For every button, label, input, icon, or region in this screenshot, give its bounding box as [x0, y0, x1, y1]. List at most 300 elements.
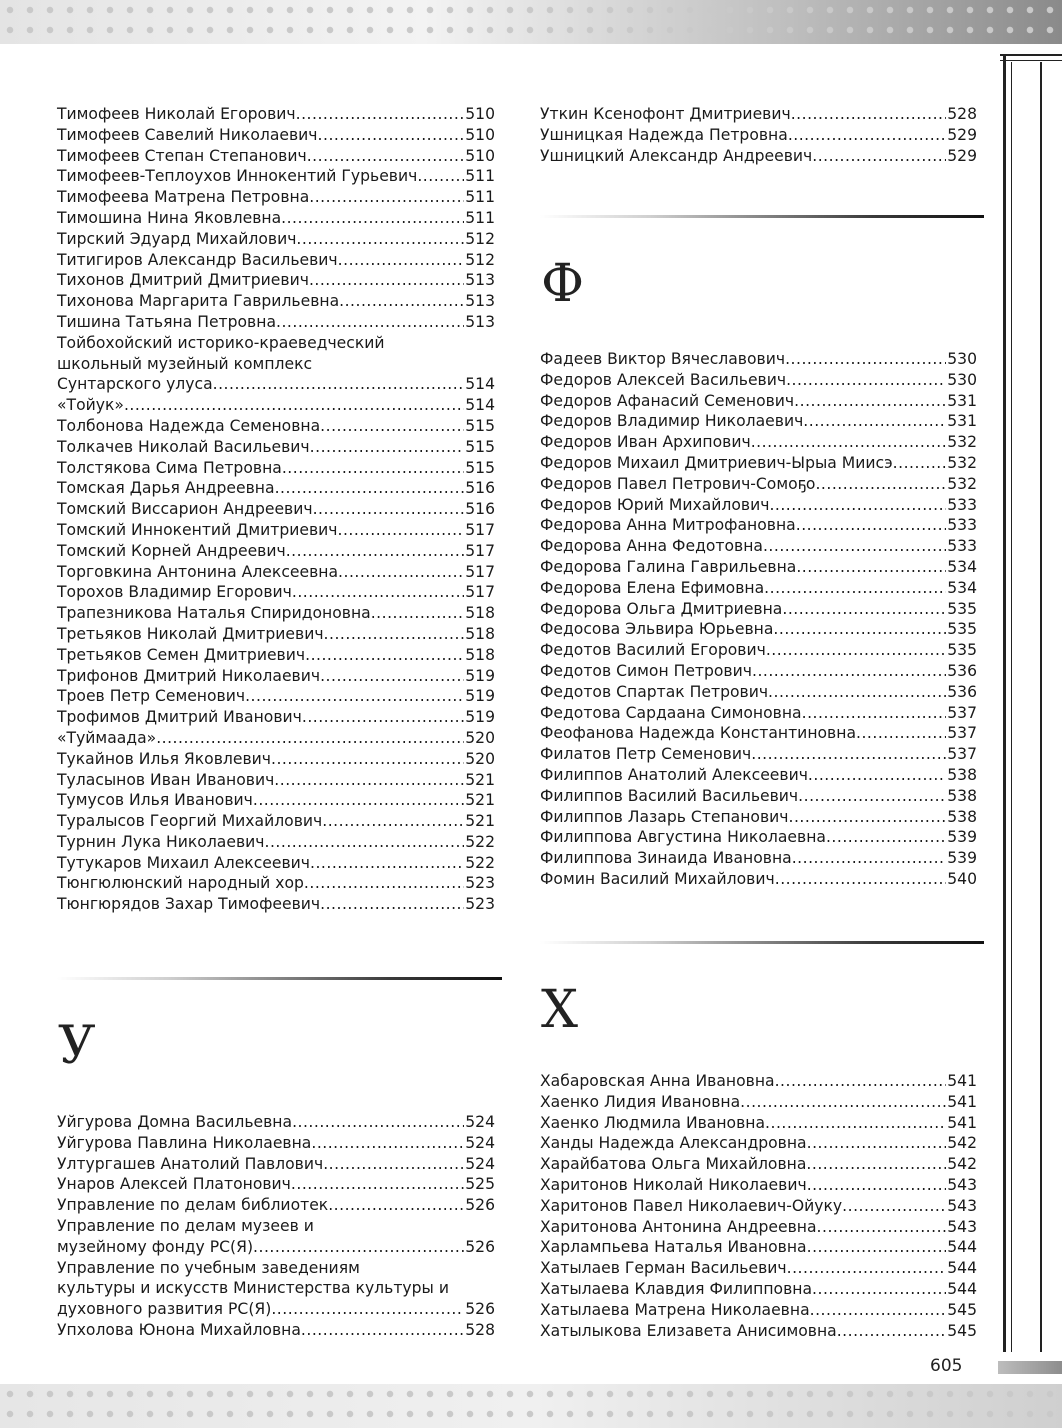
index-entry	[540, 349, 977, 370]
entry-name: Ханды Надежда Александровна	[540, 1134, 807, 1153]
entry-page: 520	[465, 728, 495, 747]
entry-name: Хатылаева Матрена Николаевна	[540, 1300, 810, 1319]
frame-line-vertical-3	[1040, 62, 1042, 1352]
entry-page: 510	[465, 125, 495, 144]
entry-name: Торговкина Антонина Алексеевна	[57, 562, 339, 581]
entry-name: Федорова Анна Федотовна	[540, 537, 763, 556]
index-entry	[57, 1237, 495, 1258]
index-entry	[540, 432, 977, 453]
entry-name: Хатылыкова Елизавета Анисимовна	[540, 1321, 837, 1340]
entry-page: 521	[465, 812, 495, 831]
entry-page: 530	[947, 350, 977, 368]
leader-dots	[307, 146, 465, 167]
index-entry	[540, 536, 977, 557]
entry-name: Филиппов Василий Васильевич	[540, 786, 799, 805]
index-column-u	[57, 1112, 495, 1341]
entry-name: Туласынов Иван Иванович	[57, 770, 275, 789]
entry-name: Ултургашев Анатолий Павлович	[57, 1154, 324, 1173]
entry-name: Толкачев Николай Васильевич	[57, 437, 310, 456]
leader-dots	[775, 1071, 947, 1092]
entry-name: Трапезникова Наталья Спиридоновна	[57, 604, 371, 623]
index-entry	[57, 250, 495, 271]
entry-name: Хабаровская Анна Ивановна	[540, 1072, 775, 1090]
index-entry	[57, 1195, 495, 1216]
index-column-h	[540, 1071, 977, 1341]
entry-name: Хатылаев Герман Васильевич	[540, 1259, 787, 1278]
leader-dots	[798, 786, 946, 807]
index-entry	[57, 832, 495, 853]
leader-dots	[309, 187, 464, 208]
leader-dots	[328, 1195, 464, 1216]
index-entry	[540, 515, 977, 536]
leader-dots	[281, 208, 464, 229]
index-entry	[57, 666, 495, 687]
leader-dots	[817, 1217, 947, 1238]
leader-dots	[305, 645, 464, 666]
entry-text: Управление по делам музеев и	[57, 1216, 314, 1235]
entry-name: Федоров Афанасий Семенович	[540, 391, 795, 410]
entry-page: 513	[465, 312, 495, 331]
index-column-right-top	[540, 104, 977, 166]
leader-dots	[808, 765, 946, 786]
entry-page: 522	[465, 832, 495, 851]
index-entry	[540, 1217, 977, 1238]
leader-dots	[812, 1279, 946, 1300]
leader-dots	[320, 666, 464, 687]
index-entry	[540, 495, 977, 516]
entry-name: Тимофеев Савелий Николаевич	[57, 125, 318, 144]
index-entry	[57, 374, 495, 395]
index-entry	[57, 1299, 495, 1320]
entry-page: 544	[947, 1279, 977, 1298]
entry-page: 528	[465, 1320, 495, 1339]
bottom-ornament-band	[0, 1384, 1062, 1428]
entry-name: Тюнгюлюнский народный хор	[57, 874, 304, 893]
entry-name: Федорова Анна Митрофановна	[540, 516, 796, 535]
leader-dots	[274, 770, 464, 791]
entry-name: Федорова Елена Ефимовна	[540, 578, 765, 597]
index-entry	[57, 811, 495, 832]
index-entry	[540, 807, 977, 828]
entry-text: Управление по учебным заведениям	[57, 1258, 360, 1277]
leader-dots	[826, 827, 946, 848]
entry-name: Уйгурова Домна Васильевна	[57, 1113, 293, 1131]
entry-name: Туралысов Георгий Михайлович	[57, 812, 323, 831]
entry-page: 541	[947, 1092, 977, 1111]
entry-page: 518	[465, 624, 495, 643]
index-entry	[540, 723, 977, 744]
entry-name: Федотов Спартак Петрович	[540, 682, 769, 701]
leader-dots	[304, 873, 464, 894]
entry-page: 524	[465, 1154, 495, 1173]
entry-page: 526	[465, 1196, 495, 1215]
index-entry	[57, 187, 495, 208]
index-entry	[57, 416, 495, 437]
index-entry	[540, 765, 977, 786]
entry-page: 537	[947, 703, 977, 722]
leader-dots	[764, 578, 946, 599]
index-entry	[540, 1321, 977, 1342]
entry-name: Харитонов Николай Николаевич	[540, 1175, 807, 1194]
index-entry-multiline	[57, 333, 495, 395]
index-entry	[57, 1174, 495, 1195]
index-entry	[540, 578, 977, 599]
leader-dots	[265, 832, 465, 853]
leader-dots	[807, 1237, 947, 1258]
entry-page: 518	[465, 645, 495, 664]
entry-name: Уткин Ксенофонт Дмитриевич	[540, 105, 791, 123]
entry-page: 521	[465, 770, 495, 789]
index-entry	[540, 391, 977, 412]
index-entry	[57, 1133, 495, 1154]
leader-dots	[323, 1154, 464, 1175]
entry-name: Тумусов Илья Иванович	[57, 791, 253, 810]
leader-dots	[292, 582, 464, 603]
leader-dots	[807, 1175, 947, 1196]
entry-name: Трифонов Дмитрий Николаевич	[57, 666, 321, 685]
index-entry	[57, 686, 495, 707]
index-entry	[57, 645, 495, 666]
entry-name: Тихонов Дмитрий Дмитриевич	[57, 271, 309, 290]
leader-dots	[253, 790, 464, 811]
leader-dots	[765, 1113, 946, 1134]
leader-dots	[775, 869, 947, 890]
entry-page: 532	[947, 474, 977, 493]
entry-name: духовного развития РС(Я)	[57, 1300, 272, 1319]
entry-page: 528	[947, 105, 977, 123]
leader-dots	[751, 744, 946, 765]
entry-page: 525	[465, 1175, 495, 1194]
entry-name: Федоров Владимир Николаевич	[540, 412, 804, 431]
entry-page: 523	[465, 874, 495, 893]
entry-name: Филиппов Лазарь Степанович	[540, 807, 789, 826]
entry-text: школьный музейный комплекс	[57, 354, 313, 373]
leader-dots	[787, 1258, 947, 1279]
index-entry	[57, 749, 495, 770]
index-entry	[57, 603, 495, 624]
entry-page: 524	[465, 1133, 495, 1152]
entry-page: 535	[947, 641, 977, 660]
leader-dots	[291, 1174, 464, 1195]
section-letter-h: Х	[541, 980, 579, 1040]
leader-dots	[807, 1133, 947, 1154]
entry-name: Унаров Алексей Платонович	[57, 1175, 291, 1194]
entry-name: Томский Корней Андреевич	[57, 541, 286, 560]
index-entry	[540, 1279, 977, 1300]
index-entry	[57, 146, 495, 167]
entry-page: 535	[947, 620, 977, 639]
leader-dots	[802, 703, 947, 724]
leader-dots	[893, 453, 947, 474]
frame-line-vertical-2	[1011, 62, 1012, 1352]
entry-name: Фомин Василий Михайлович	[540, 869, 775, 888]
leader-dots	[766, 640, 946, 661]
index-entry	[540, 599, 977, 620]
page-number: 605	[930, 1356, 963, 1376]
entry-page: 536	[947, 682, 977, 701]
entry-page: 529	[947, 146, 977, 165]
entry-page: 510	[465, 105, 495, 123]
entry-name: Филиппова Зинаида Ивановна	[540, 849, 792, 868]
leader-dots	[815, 474, 946, 495]
index-column-f	[540, 349, 977, 890]
entry-name: «Тойук»	[57, 396, 124, 415]
index-entry	[57, 853, 495, 874]
leader-dots	[837, 1321, 947, 1342]
entry-page: 544	[947, 1238, 977, 1257]
leader-dots	[286, 541, 465, 562]
index-entry	[57, 1112, 495, 1133]
leader-dots	[796, 515, 947, 536]
leader-dots	[792, 848, 947, 869]
index-entry	[540, 411, 977, 432]
entry-page: 545	[947, 1321, 977, 1340]
leader-dots	[322, 811, 464, 832]
leader-dots	[785, 349, 946, 370]
leader-dots	[796, 557, 946, 578]
section-rule-f	[540, 215, 984, 218]
entry-page: 516	[465, 500, 495, 519]
index-column-left	[57, 104, 495, 915]
entry-page: 531	[947, 412, 977, 431]
index-entry	[57, 125, 495, 146]
index-entry	[540, 1113, 977, 1134]
entry-name: Тирский Эдуард Михайлович	[57, 229, 297, 248]
entry-name: Толбонова Надежда Семеновна	[57, 416, 321, 435]
index-entry	[540, 557, 977, 578]
index-entry	[540, 146, 977, 167]
index-entry	[57, 520, 495, 541]
leader-dots	[786, 370, 946, 391]
index-entry	[540, 703, 977, 724]
index-entry	[540, 827, 977, 848]
entry-page: 524	[465, 1113, 495, 1131]
entry-page: 538	[947, 765, 977, 784]
leader-dots	[752, 661, 946, 682]
entry-name: Тутукаров Михаил Алексеевич	[57, 853, 311, 872]
entry-page: 519	[465, 666, 495, 685]
index-entry	[540, 744, 977, 765]
leader-dots	[296, 229, 464, 250]
entry-name: «Туймаада»	[57, 728, 157, 747]
entry-page: 532	[947, 453, 977, 472]
leader-dots	[768, 682, 946, 703]
section-rule-u	[57, 977, 502, 980]
index-entry	[57, 291, 495, 312]
leader-dots	[794, 391, 946, 412]
entry-page: 538	[947, 807, 977, 826]
entry-page: 515	[465, 458, 495, 477]
index-entry	[57, 582, 495, 603]
entry-name: Ушницкий Александр Андреевич	[540, 146, 813, 165]
entry-page: 514	[465, 375, 495, 394]
entry-name: Федосова Эльвира Юрьевна	[540, 620, 774, 639]
entry-name: Тимошина Нина Яковлевна	[57, 208, 282, 227]
leader-dots	[856, 723, 946, 744]
entry-name: Томский Виссарион Андреевич	[57, 500, 313, 519]
entry-name: Федоров Юрий Михайлович	[540, 495, 770, 514]
entry-name: Харлампьева Наталья Ивановна	[540, 1238, 807, 1257]
entry-page: 515	[465, 416, 495, 435]
index-entry	[540, 1133, 977, 1154]
entry-page: 542	[947, 1155, 977, 1174]
entry-name: Хаенко Людмила Ивановна	[540, 1113, 766, 1132]
entry-page: 545	[947, 1300, 977, 1319]
entry-page: 517	[465, 520, 495, 539]
entry-text: культуры и искусств Министерства культуры и	[57, 1279, 449, 1298]
entry-page: 512	[465, 229, 495, 248]
index-entry	[540, 1196, 977, 1217]
leader-dots	[417, 166, 464, 187]
index-entry	[57, 229, 495, 250]
leader-dots	[156, 728, 464, 749]
entry-name: Федоров Павел Петрович-Сомоҕо	[540, 474, 816, 493]
entry-page: 510	[465, 146, 495, 165]
entry-name: Третьяков Николай Дмитриевич	[57, 624, 324, 643]
entry-name: Турнин Лука Николаевич	[57, 832, 265, 851]
entry-page: 535	[947, 599, 977, 618]
entry-name: Упхолова Юнона Михайловна	[57, 1320, 301, 1339]
entry-name: Трофимов Дмитрий Иванович	[57, 708, 302, 727]
entry-name: Уйгурова Павлина Николаевна	[57, 1133, 312, 1152]
leader-dots	[791, 104, 947, 125]
index-entry	[540, 125, 977, 146]
entry-page: 526	[465, 1300, 495, 1319]
entry-name: Харитонов Павел Николаевич-Ойуку	[540, 1196, 843, 1215]
entry-page: 517	[465, 583, 495, 602]
index-entry	[57, 707, 495, 728]
entry-page: 519	[465, 687, 495, 706]
entry-name: Харитонова Антонина Андреевна	[540, 1217, 817, 1236]
entry-name: Тимофеев Николай Егорович	[57, 105, 296, 123]
index-entry	[57, 1320, 495, 1341]
leader-dots	[338, 520, 465, 541]
leader-dots	[740, 1092, 946, 1113]
leader-dots	[751, 432, 947, 453]
entry-page: 537	[947, 724, 977, 743]
entry-name: Филатов Петр Семенович	[540, 745, 752, 764]
leader-dots	[339, 291, 464, 312]
entry-name: музейному фонду РС(Я)	[57, 1237, 254, 1256]
leader-dots	[842, 1196, 946, 1217]
index-entry	[57, 873, 495, 894]
index-entry	[540, 1154, 977, 1175]
entry-name: Троев Петр Семенович	[57, 687, 246, 706]
entry-name: Толстякова Сима Петровна	[57, 458, 282, 477]
entry-page: 543	[947, 1175, 977, 1194]
leader-dots	[371, 603, 465, 624]
entry-page: 543	[947, 1217, 977, 1236]
entry-page: 539	[947, 828, 977, 847]
index-entry	[57, 499, 495, 520]
leader-dots	[301, 1320, 464, 1341]
leader-dots	[810, 1300, 947, 1321]
entry-page: 541	[947, 1113, 977, 1132]
index-entry	[57, 208, 495, 229]
leader-dots	[812, 146, 946, 167]
leader-dots	[803, 411, 946, 432]
index-entry	[57, 458, 495, 479]
entry-name: Тюнгюрядов Захар Тимофеевич	[57, 895, 321, 914]
leader-dots	[320, 894, 464, 915]
leader-dots	[773, 619, 946, 640]
leader-dots	[806, 1154, 946, 1175]
entry-name: Торохов Владимир Егорович	[57, 583, 292, 602]
leader-dots	[310, 853, 464, 874]
entry-page: 520	[465, 749, 495, 768]
page-number-bar	[998, 1361, 1062, 1374]
leader-dots	[309, 270, 464, 291]
index-entry	[57, 770, 495, 791]
index-entry	[540, 1258, 977, 1279]
index-entry	[540, 661, 977, 682]
entry-name: Хаенко Лидия Ивановна	[540, 1092, 741, 1111]
entry-page: 517	[465, 562, 495, 581]
entry-name: Федоров Михаил Дмитриевич-Ырыа Миисэ	[540, 453, 893, 472]
leader-dots	[311, 1133, 464, 1154]
leader-dots	[769, 495, 946, 516]
entry-text: Тойбохойский историко-краеведческий	[57, 333, 385, 352]
index-entry	[57, 104, 495, 125]
entry-page: 537	[947, 745, 977, 764]
entry-name: Тимофеев Степан Степанович	[57, 146, 307, 165]
entry-page: 530	[947, 370, 977, 389]
entry-page: 523	[465, 895, 495, 914]
entry-name: Тимофеев-Теплоухов Иннокентий Гурьевич	[57, 167, 418, 186]
index-entry	[57, 1154, 495, 1175]
frame-line-top	[1000, 54, 1062, 56]
leader-dots	[324, 624, 465, 645]
entry-page: 511	[465, 208, 495, 227]
entry-page: 532	[947, 433, 977, 452]
frame-line-top-2	[1000, 60, 1062, 61]
leader-dots	[213, 374, 465, 395]
entry-page: 543	[947, 1196, 977, 1215]
leader-dots	[313, 499, 465, 520]
entry-page: 539	[947, 849, 977, 868]
leader-dots	[296, 104, 465, 125]
entry-page: 544	[947, 1259, 977, 1278]
entry-page: 540	[947, 869, 977, 888]
index-entry	[540, 1175, 977, 1196]
entry-page: 533	[947, 516, 977, 535]
entry-name: Тукайнов Илья Яковлевич	[57, 749, 271, 768]
index-entry	[540, 682, 977, 703]
entry-page: 511	[465, 188, 495, 207]
leader-dots	[276, 312, 464, 333]
leader-dots	[253, 1237, 464, 1258]
entry-page: 521	[465, 791, 495, 810]
entry-name: Харайбатова Ольга Михайловна	[540, 1155, 807, 1174]
entry-page: 533	[947, 495, 977, 514]
index-entry	[57, 894, 495, 915]
index-entry	[57, 270, 495, 291]
index-entry	[540, 1071, 977, 1092]
entry-page: 513	[465, 271, 495, 290]
index-entry	[57, 312, 495, 333]
index-entry	[540, 1300, 977, 1321]
entry-name: Федотов Симон Петрович	[540, 661, 752, 680]
entry-page: 517	[465, 541, 495, 560]
leader-dots	[124, 395, 464, 416]
entry-name: Федотова Сардаана Симоновна	[540, 703, 802, 722]
entry-name: Федорова Галина Гаврильевна	[540, 557, 797, 576]
index-entry	[540, 474, 977, 495]
entry-page: 536	[947, 661, 977, 680]
entry-name: Сунтарского улуса	[57, 375, 213, 394]
entry-name: Томская Дарья Андреевна	[57, 479, 275, 498]
index-entry	[540, 786, 977, 807]
